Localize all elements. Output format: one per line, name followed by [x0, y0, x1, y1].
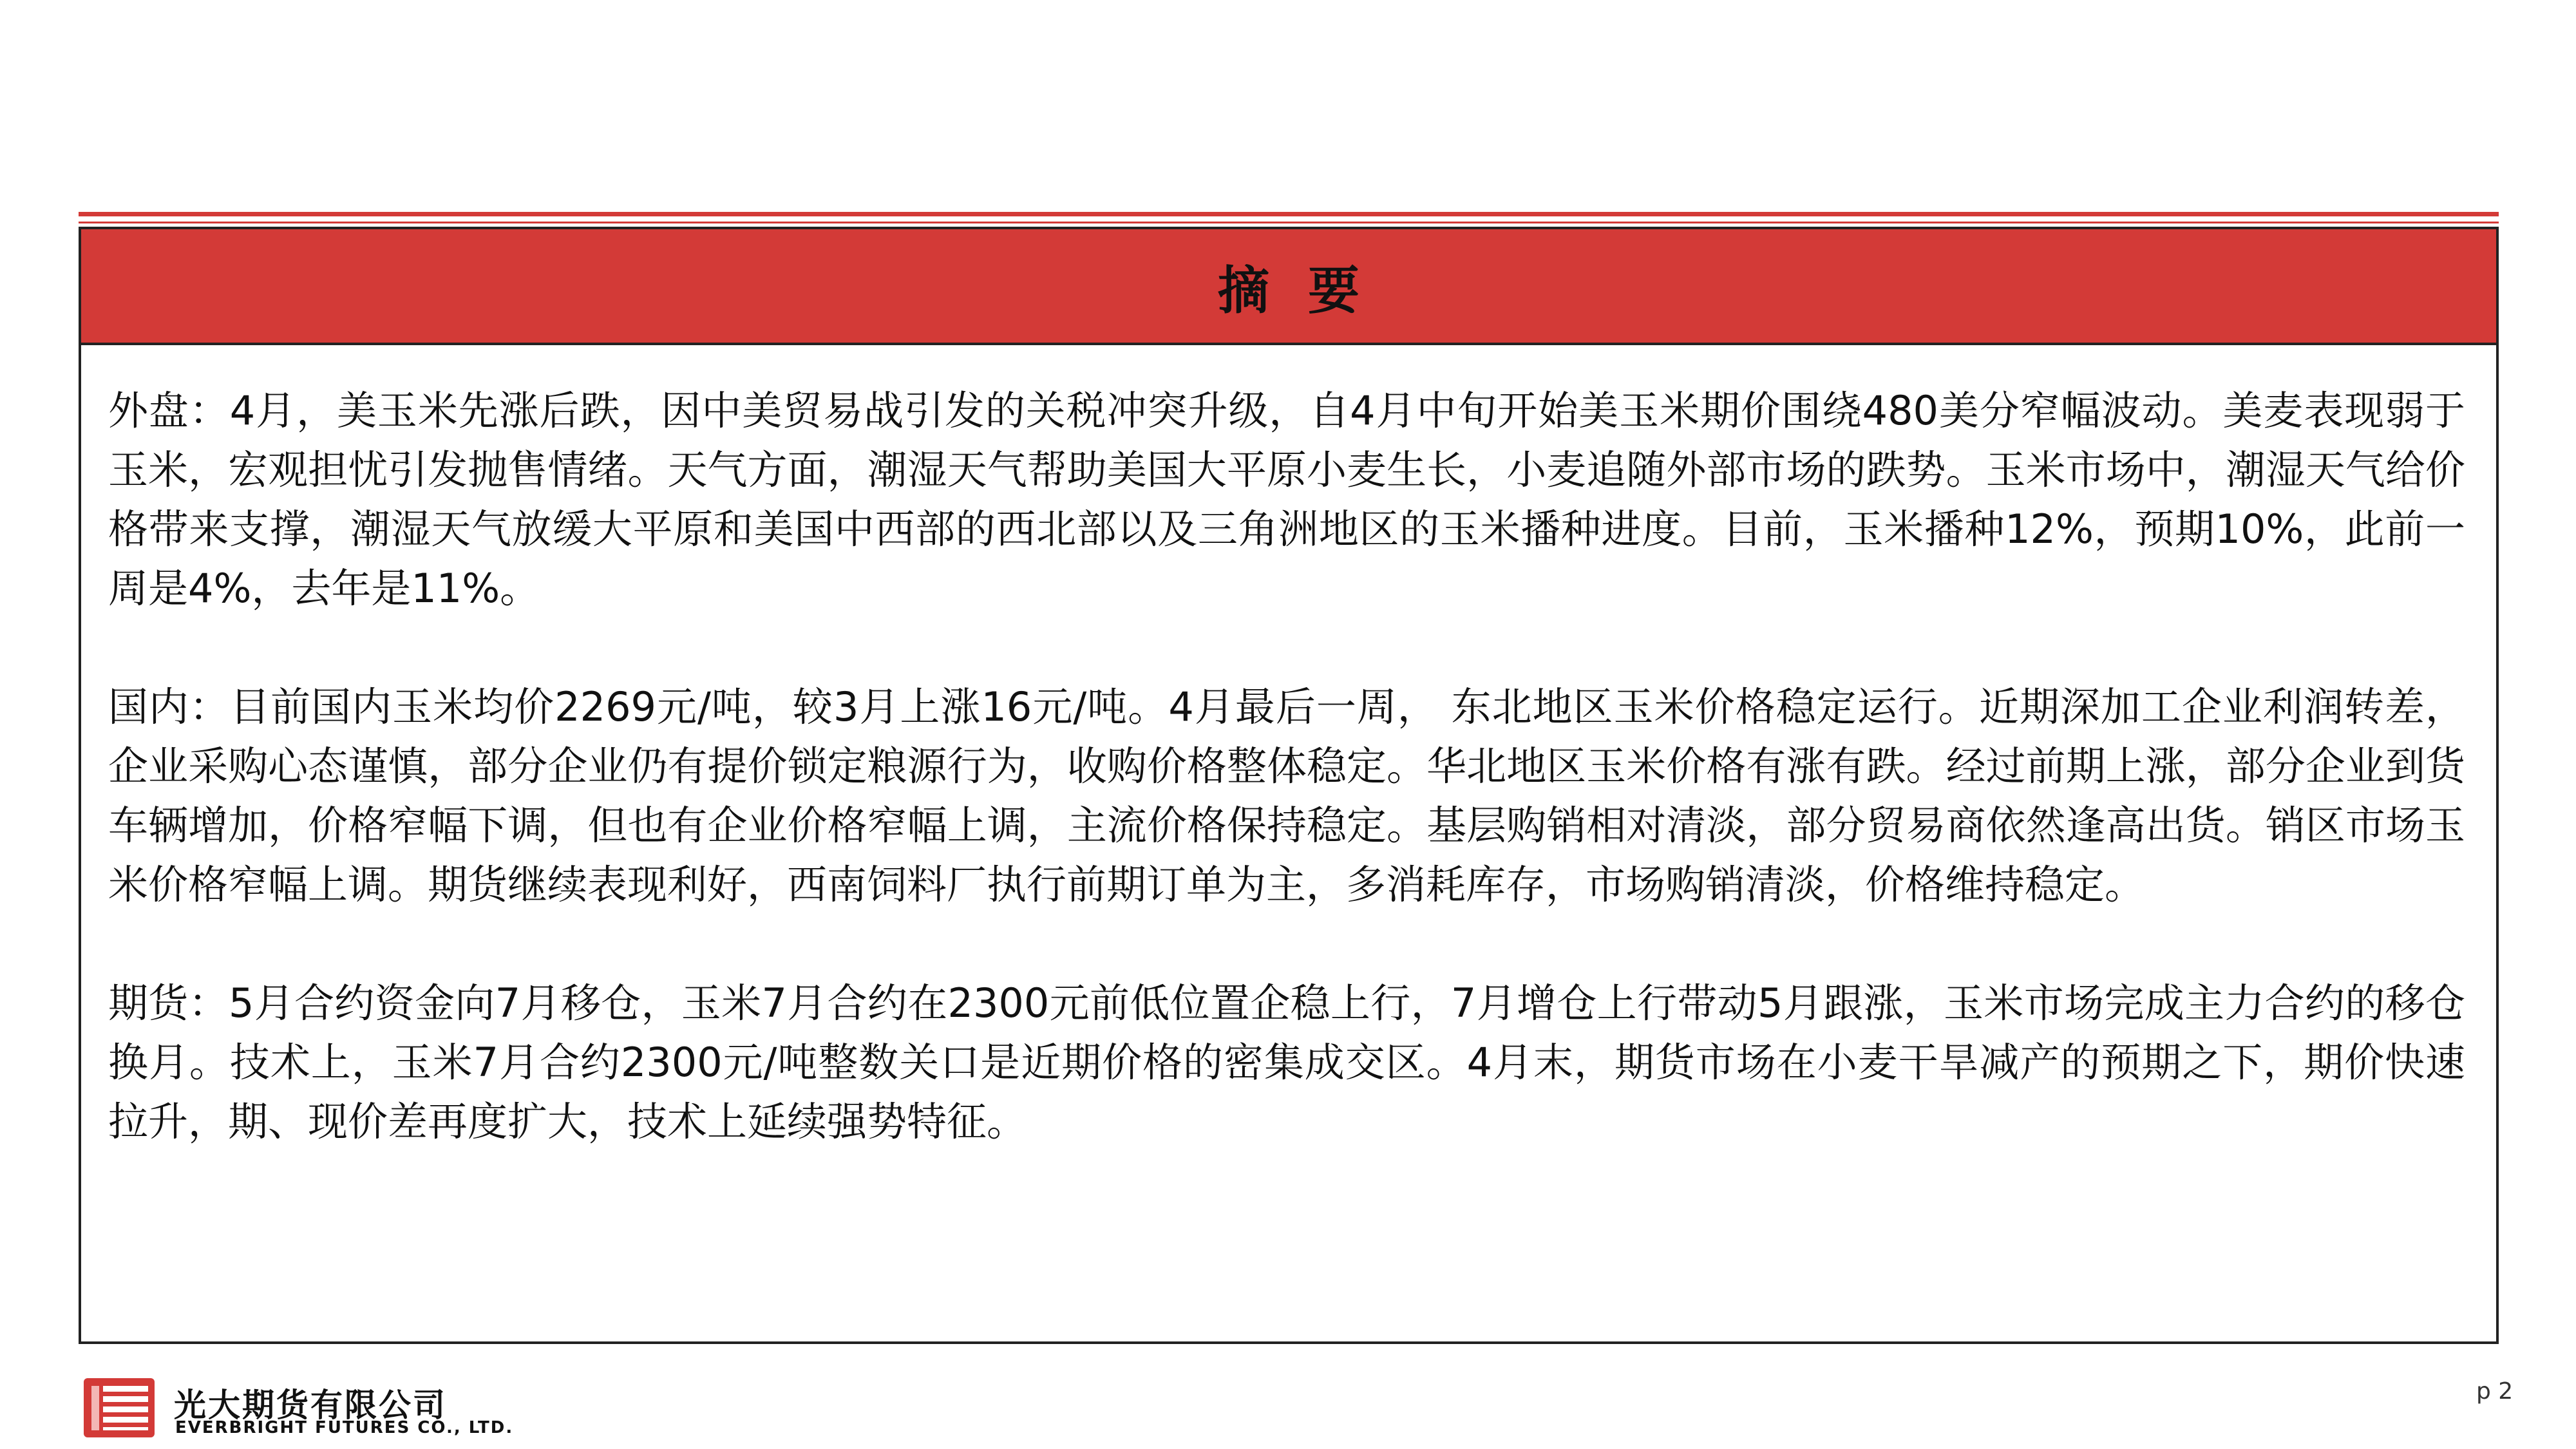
company-name-en: EVERBRIGHT FUTURES CO., LTD.: [175, 1418, 514, 1437]
summary-body: [108, 381, 2465, 1151]
summary-box: [79, 227, 2499, 1344]
summary-header: [81, 229, 2496, 345]
paragraph-futures: 期货：5月合约资金向7月移仓，玉米7月合约在2300元前低位置企稳上行，7月增仓上行带动5月跟涨，玉米市场完成主力合约的移仓换月。技术上，玉米7月合约2300元/吨整数关口是近期价格的密集成交区。4月末，期货市场在小麦干旱减产的预期之下，期价快速拉升，期、现价差再度扩大，技术上延续强势特征。: [108, 980, 2465, 1145]
paragraph-overseas: 外盘：4月，美玉米先涨后跌，因中美贸易战引发的关税冲突升级，自4月中旬开始美玉米期价围绕480美分窄幅波动。美麦表现弱于玉米，宏观担忧引发抛售情绪。天气方面，潮湿天气帮助美国大平原小麦生长，小麦追随外部市场的跌势。玉米市场中，潮湿天气给价格带来支撑，潮湿天气放缓大平原和美国中西部的西北部以及三角洲地区的玉米播种进度。目前，玉米播种12%，预期10%，此前一周是4%，去年是11%。: [108, 387, 2465, 612]
everbright-logo-icon: [84, 1378, 155, 1437]
paragraph-domestic: 国内：目前国内玉米均价2269元/吨，较3月上涨16元/吨。4月最后一周， 东北地区玉米价格稳定运行。近期深加工企业利润转差，企业采购心态谨慎，部分企业仍有提价锁定粮源行为，收购价格整体稳定。华北地区玉米价格有涨有跌。经过前期上涨，部分企业到货车辆增加，价格窄幅下调，但也有企业价格窄幅上调，主流价格保持稳定。基层购销相对清淡，部分贸易商依然逢高出货。销区市场玉米价格窄幅上调。期货继续表现利好，西南饲料厂执行前期订单为主，多消耗库存，市场购销清淡，价格维持稳定。: [108, 683, 2465, 908]
top-rule-thick: [79, 212, 2499, 216]
top-rule-thin: [79, 222, 2499, 223]
page-number: p 2: [2476, 1378, 2514, 1405]
company-name-cn: 光大期货有限公司: [174, 1387, 447, 1424]
summary-title: 摘要: [1218, 260, 1398, 321]
